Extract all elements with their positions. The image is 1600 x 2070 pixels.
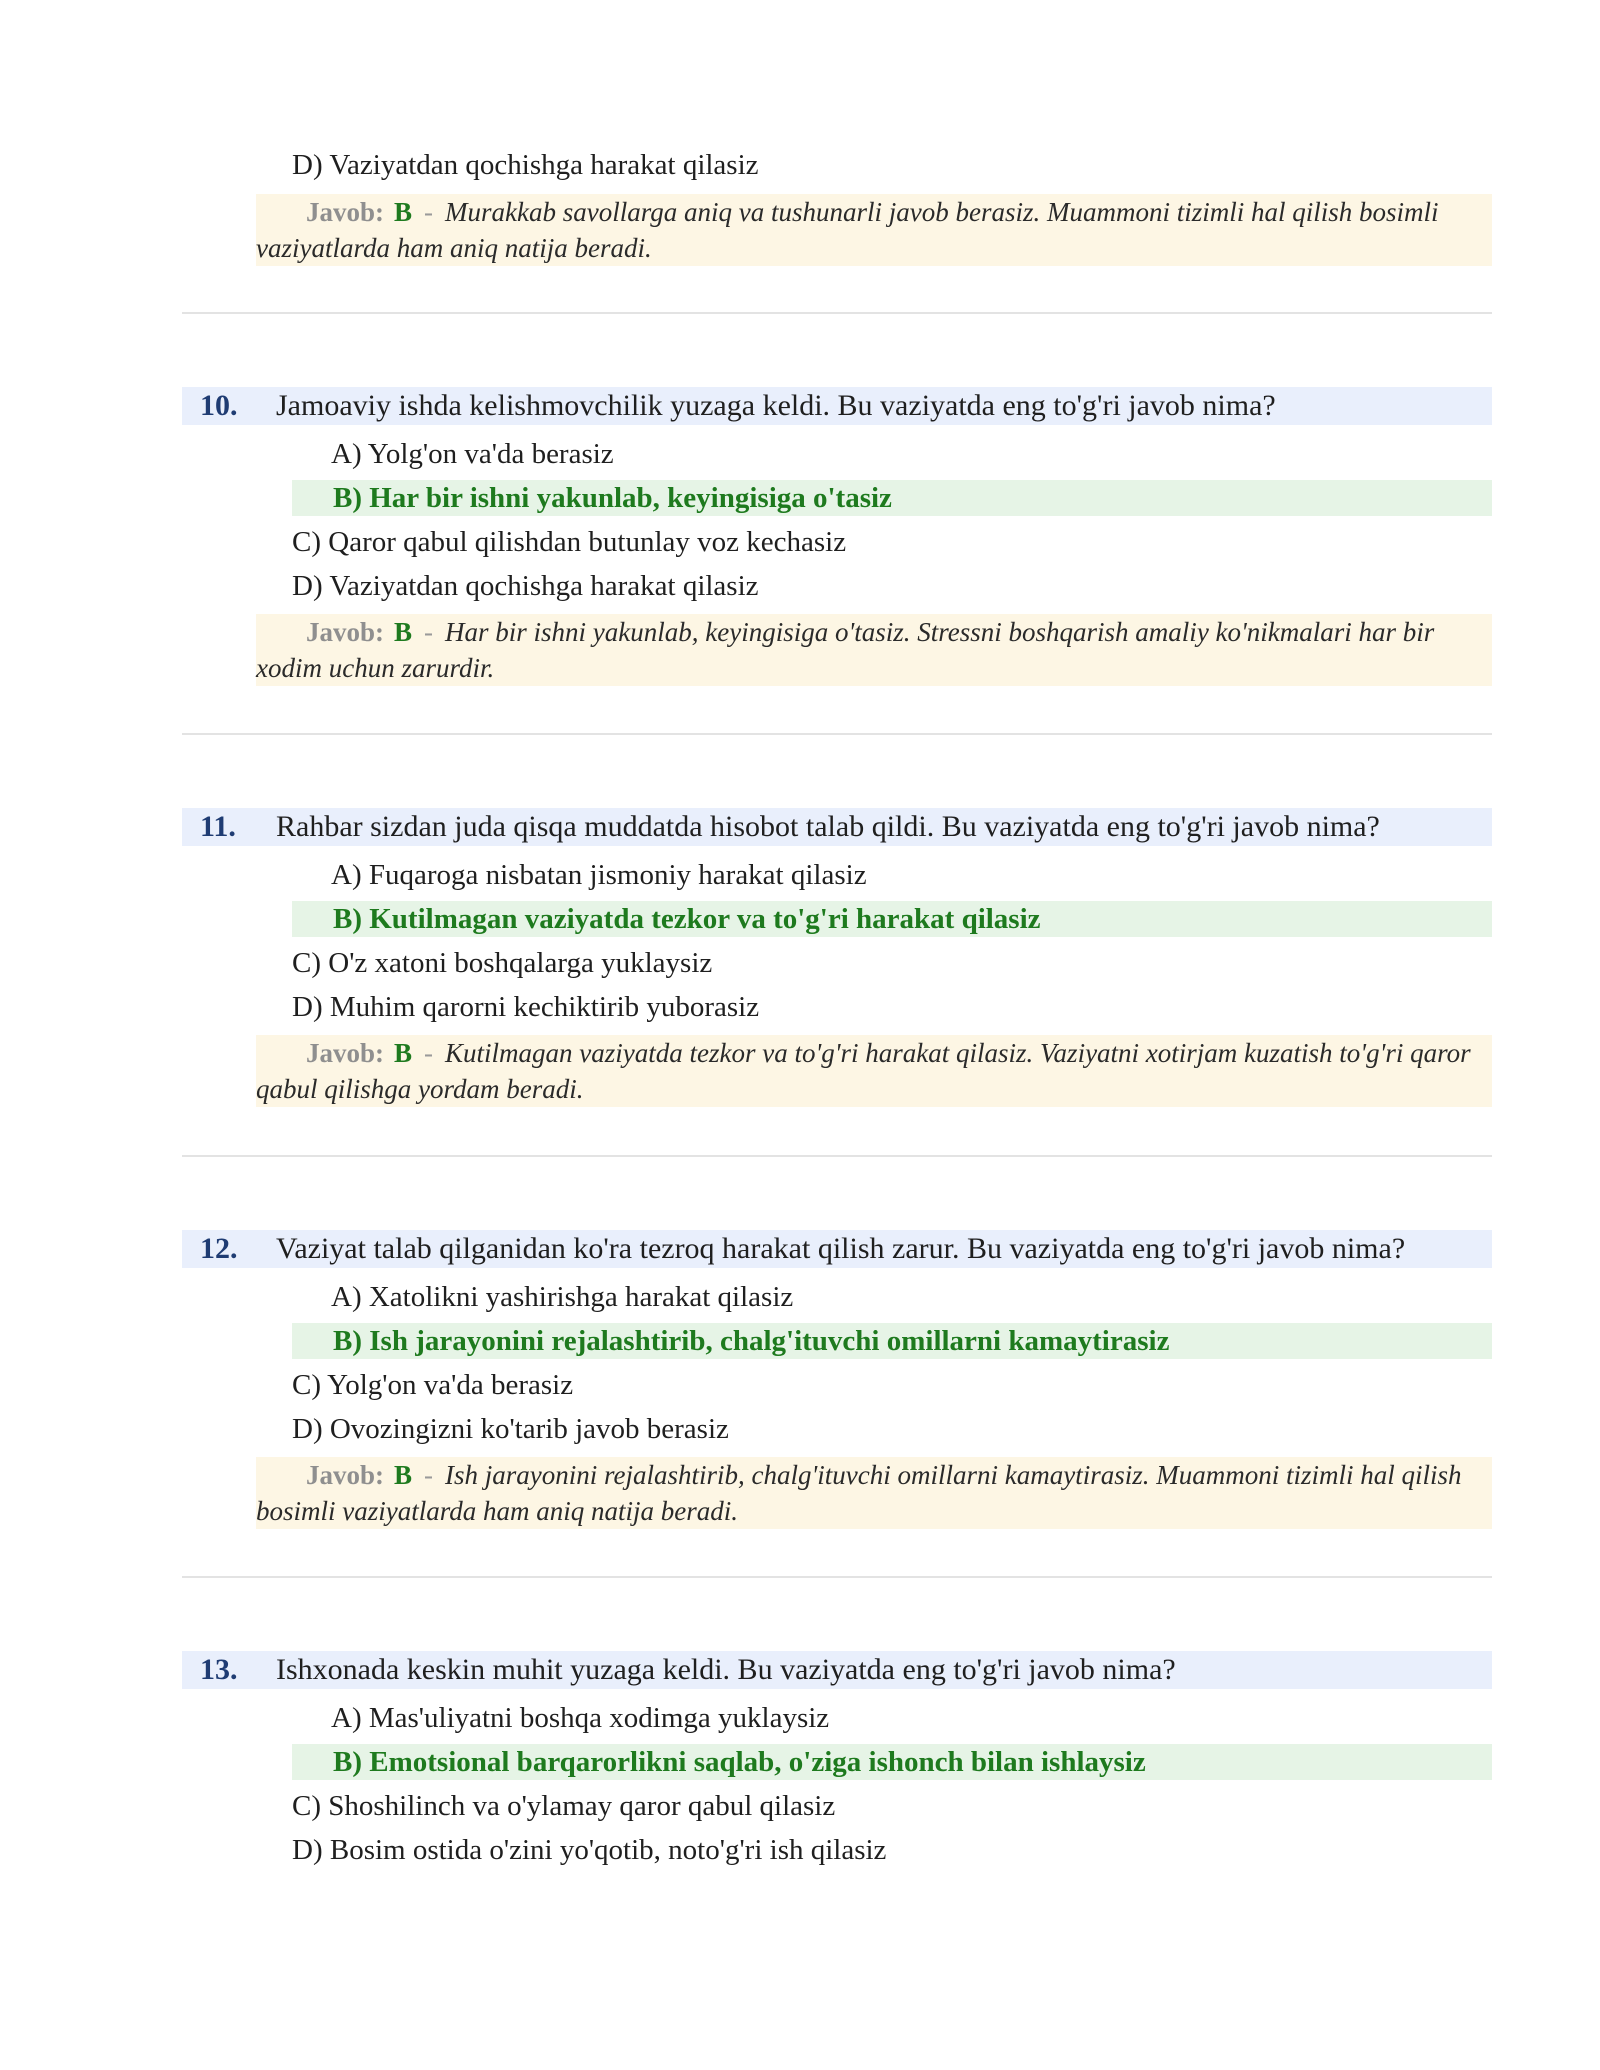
answer-box bbox=[256, 1035, 1492, 1107]
answer-explanation: Ish jarayonini rejalashtirib, chalg'ituvchi omillarni kamaytirasiz. Muammoni tizimli hal qilish bosimli vaziyatlarda ham aniq natija beradi. bbox=[256, 1460, 1462, 1526]
option-a: A) Mas'uliyatni boshqa xodimga yuklaysiz bbox=[331, 1702, 830, 1734]
answer-box bbox=[256, 1457, 1492, 1529]
question-number: 12. bbox=[200, 1232, 238, 1265]
option-a: A) Xatolikni yashirishga harakat qilasiz bbox=[331, 1281, 794, 1313]
answer-letter: B bbox=[394, 197, 413, 227]
question-header bbox=[182, 808, 1492, 846]
option-d: D) Bosim ostida o'zini yo'qotib, noto'g'ri ish qilasiz bbox=[292, 1834, 887, 1866]
option-b-correct bbox=[292, 1323, 1492, 1359]
answer-label: Javob: bbox=[306, 617, 385, 647]
divider bbox=[182, 733, 1492, 735]
question-text: Jamoaviy ishda kelishmovchilik yuzaga keldi. Bu vaziyatda eng to'g'ri javob nima? bbox=[276, 389, 1276, 422]
option-b-label: B) Ish jarayonini rejalashtirib, chalg'ituvchi omillarni kamaytirasiz bbox=[333, 1325, 1170, 1357]
option-b-correct bbox=[292, 480, 1492, 516]
option-a: A) Yolg'on va'da berasiz bbox=[331, 438, 614, 470]
answer-box bbox=[256, 614, 1492, 686]
answer-explanation: Kutilmagan vaziyatda tezkor va to'g'ri harakat qilasiz. Vaziyatni xotirjam kuzatish to'g'ri qaror qabul qilishga yordam beradi. bbox=[256, 1038, 1471, 1104]
answer-dash: - bbox=[424, 1460, 434, 1490]
answer-label: Javob: bbox=[306, 1460, 385, 1490]
option-b-correct bbox=[292, 901, 1492, 937]
answer-explanation: Murakkab savollarga aniq va tushunarli javob berasiz. Muammoni tizimli hal qilish bosimli vaziyatlarda ham aniq natija beradi. bbox=[256, 197, 1439, 263]
question-header bbox=[182, 1230, 1492, 1268]
answer-dash: - bbox=[424, 197, 434, 227]
divider bbox=[182, 312, 1492, 314]
option-c: C) Qaror qabul qilishdan butunlay voz kechasiz bbox=[292, 526, 847, 558]
question-number: 13. bbox=[200, 1653, 238, 1686]
question-number: 11. bbox=[200, 810, 236, 843]
option-b-label: B) Har bir ishni yakunlab, keyingisiga o'tasiz bbox=[333, 482, 892, 514]
question-text: Vaziyat talab qilganidan ko'ra tezroq harakat qilish zarur. Bu vaziyatda eng to'g'ri javob nima? bbox=[276, 1232, 1406, 1265]
answer-letter: B bbox=[394, 1460, 413, 1490]
option-b-correct bbox=[292, 1744, 1492, 1780]
divider bbox=[182, 1155, 1492, 1157]
question-text: Ishxonada keskin muhit yuzaga keldi. Bu vaziyatda eng to'g'ri javob nima? bbox=[276, 1653, 1176, 1686]
option-c: C) O'z xatoni boshqalarga yuklaysiz bbox=[292, 947, 713, 979]
divider bbox=[182, 1576, 1492, 1578]
option-a: A) Fuqaroga nisbatan jismoniy harakat qilasiz bbox=[331, 859, 867, 891]
option-b-label: B) Emotsional barqarorlikni saqlab, o'ziga ishonch bilan ishlaysiz bbox=[333, 1746, 1146, 1778]
option-d: D) Vaziyatdan qochishga harakat qilasiz bbox=[292, 149, 759, 181]
answer-letter: B bbox=[394, 1038, 413, 1068]
answer-letter: B bbox=[394, 617, 413, 647]
answer-label: Javob: bbox=[306, 1038, 385, 1068]
question-header bbox=[182, 387, 1492, 425]
option-d: D) Vaziyatdan qochishga harakat qilasiz bbox=[292, 570, 759, 602]
option-c: C) Yolg'on va'da berasiz bbox=[292, 1369, 574, 1401]
option-c: C) Shoshilinch va o'ylamay qaror qabul qilasiz bbox=[292, 1790, 836, 1822]
question-text: Rahbar sizdan juda qisqa muddatda hisobot talab qildi. Bu vaziyatda eng to'g'ri javob nima? bbox=[276, 810, 1380, 843]
answer-dash: - bbox=[424, 1038, 434, 1068]
option-d: D) Muhim qarorni kechiktirib yuborasiz bbox=[292, 991, 760, 1023]
question-header bbox=[182, 1651, 1492, 1689]
question-number: 10. bbox=[200, 389, 238, 422]
answer-dash: - bbox=[424, 617, 434, 647]
answer-explanation: Har bir ishni yakunlab, keyingisiga o'tasiz. Stressni boshqarish amaliy ko'nikmalari har bir xodim uchun zarurdir. bbox=[256, 617, 1435, 683]
option-d: D) Ovozingizni ko'tarib javob berasiz bbox=[292, 1413, 729, 1445]
option-b-label: B) Kutilmagan vaziyatda tezkor va to'g'ri harakat qilasiz bbox=[333, 903, 1041, 935]
answer-box bbox=[256, 194, 1492, 266]
answer-label: Javob: bbox=[306, 197, 385, 227]
